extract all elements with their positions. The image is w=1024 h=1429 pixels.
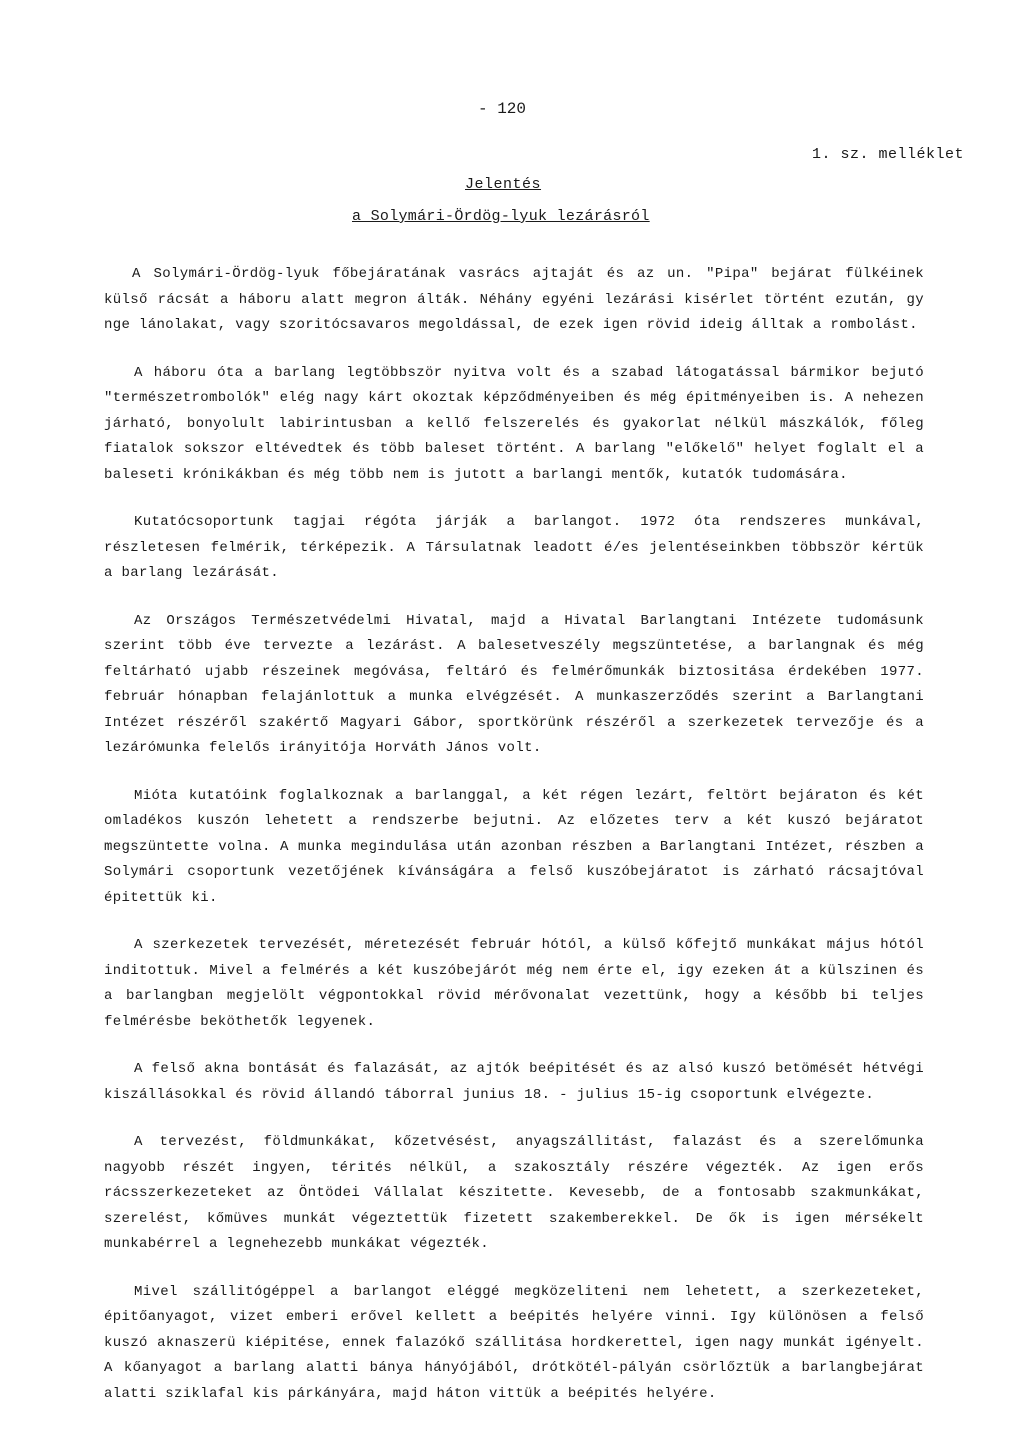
paragraph-9: Mivel szállitógéppel a barlangot eléggé megközeliteni nem lehetett, a szerkezeteket, épitőanyagot, vizet emberi erővel kellett a beépités helyére vinni. Igy különösen a felső kuszó aknaszerü kiépitése, ennek falazókő szállitása hordkerettel, igen nagy munkát igényelt. A kőanyagot a barlang alatti bánya hányójából, drótkötél-pályán csörlőztük a barlangbejárat alatti sziklafal kis párkányára, majd háton vittük a beépités helyére. — [104, 1283, 924, 1402]
paragraph-3: Kutatócsoportunk tagjai régóta járják a barlangot. 1972 óta rendszeres munkával, részletesen felmérik, térképezik. A Társulatnak leadott é/es jelentéseinkben többször kértük a barlang lezárását. — [104, 514, 924, 581]
paragraph-5: Mióta kutatóink foglalkoznak a barlanggal, a két régen lezárt, feltört bejáraton és két omladékos kuszón lehetett a rendszerbe bejutni. Az előzetes terv a két kuszó bejáratot megszüntette volna. A munka megindulása után azonban részben a Barlangtani Intézet, részben a Solymári csoportunk vezetőjének kívánságára a felső kuszóbejáratot is zárható rácsajtóval épitettük ki. — [104, 787, 924, 906]
page-number: - 120 — [478, 100, 527, 118]
paragraph-4: Az Országos Természetvédelmi Hivatal, majd a Hivatal Barlangtani Intézete tudomásunk szerint több éve tervezte a lezárást. A balesetveszély megszüntetése, a barlangnak és még feltárható ujabb részeinek megóvása, feltáró és felmérőmunkák biztositása érdekében 1977. február hónapban felajánlottuk a munka elvégzését. A munkaszerződés szerint a Barlangtani Intézet részéről szakértő Magyari Gábor, sportkörünk részéről a szerkezetek tervezője és a lezáróмunka felelős irányitója Horváth János volt. — [104, 612, 924, 756]
paragraph-7: A felső akna bontását és falazását, az ajtók beépitését és az alsó kuszó betömését hétvégi kiszállásokkal és rövid állandó táborral junius 18. - julius 15-ig csoportunk elvégezte. — [104, 1061, 924, 1103]
annex-label: 1. sz. melléklet — [812, 146, 965, 163]
paragraph-1: A Solymári-Ördög-lyuk főbejáratának vasrács ajtaját és az un. "Pipa" bejárat fülkéinek külső rácsát a háboru alatt megron álták. Néhány egyéni lezárási kisérlet történt ezután, gy nge lánolakat, vagy szoritócsavaros megoldással, de ezek igen rövid ideig álltak a rombolást. — [104, 266, 924, 333]
paragraph-8: A tervezést, földmunkákat, kőzetvésést, anyagszállitást, falazást és a szerelőmunka nagyobb részét ingyen, térités nélkül, a szakosztály részére végezték. Az igen erős rácsszerkezeteket az Öntödei Vállalat készitette. Kevesebb, de a fontosabb szakmunkákat, szerelést, kőmüves munkát végeztettük fizetett szakemberekkel. De ők is igen mérsékelt munkabérrel a legnehezebb munkákat végezték. — [104, 1134, 924, 1252]
document-title: Jelentés — [465, 176, 542, 193]
paragraph-6: A szerkezetek tervezését, méretezését február hótól, a külső kőfejtő munkákat május hótól inditottuk. Mivel a felmérés a két kuszóbejárót még nem érte el, igy ezeken át a külszinen és a barlangban megjelölt végpontokkal rövid mérővonalat vezettünk, hogy a később bi teljes felmérésbe beköthetők legyenek. — [104, 937, 924, 1030]
document-body — [104, 262, 924, 1429]
document-subtitle: a Solymári-Ördög-lyuk lezárásról — [352, 208, 650, 225]
paragraph-2: A háboru óta a barlang legtöbbször nyitva volt és a szabad látogatással bármikor bejutó "természetrombolók" elég nagy kárt okoztak képződményeiben és még épitményeiben is. A nehezen járható, bonyolult labirintusban a kellő felszerelés és gyakorlat nélkül mászkálók, főleg fiatalok sokszor eltévedtek és több baleset történt. A barlang "előkelő" helyet foglalt el a baleseti krónikákban és még több nem is jutott a barlangi mentők, kutatók tudomására. — [104, 364, 924, 483]
